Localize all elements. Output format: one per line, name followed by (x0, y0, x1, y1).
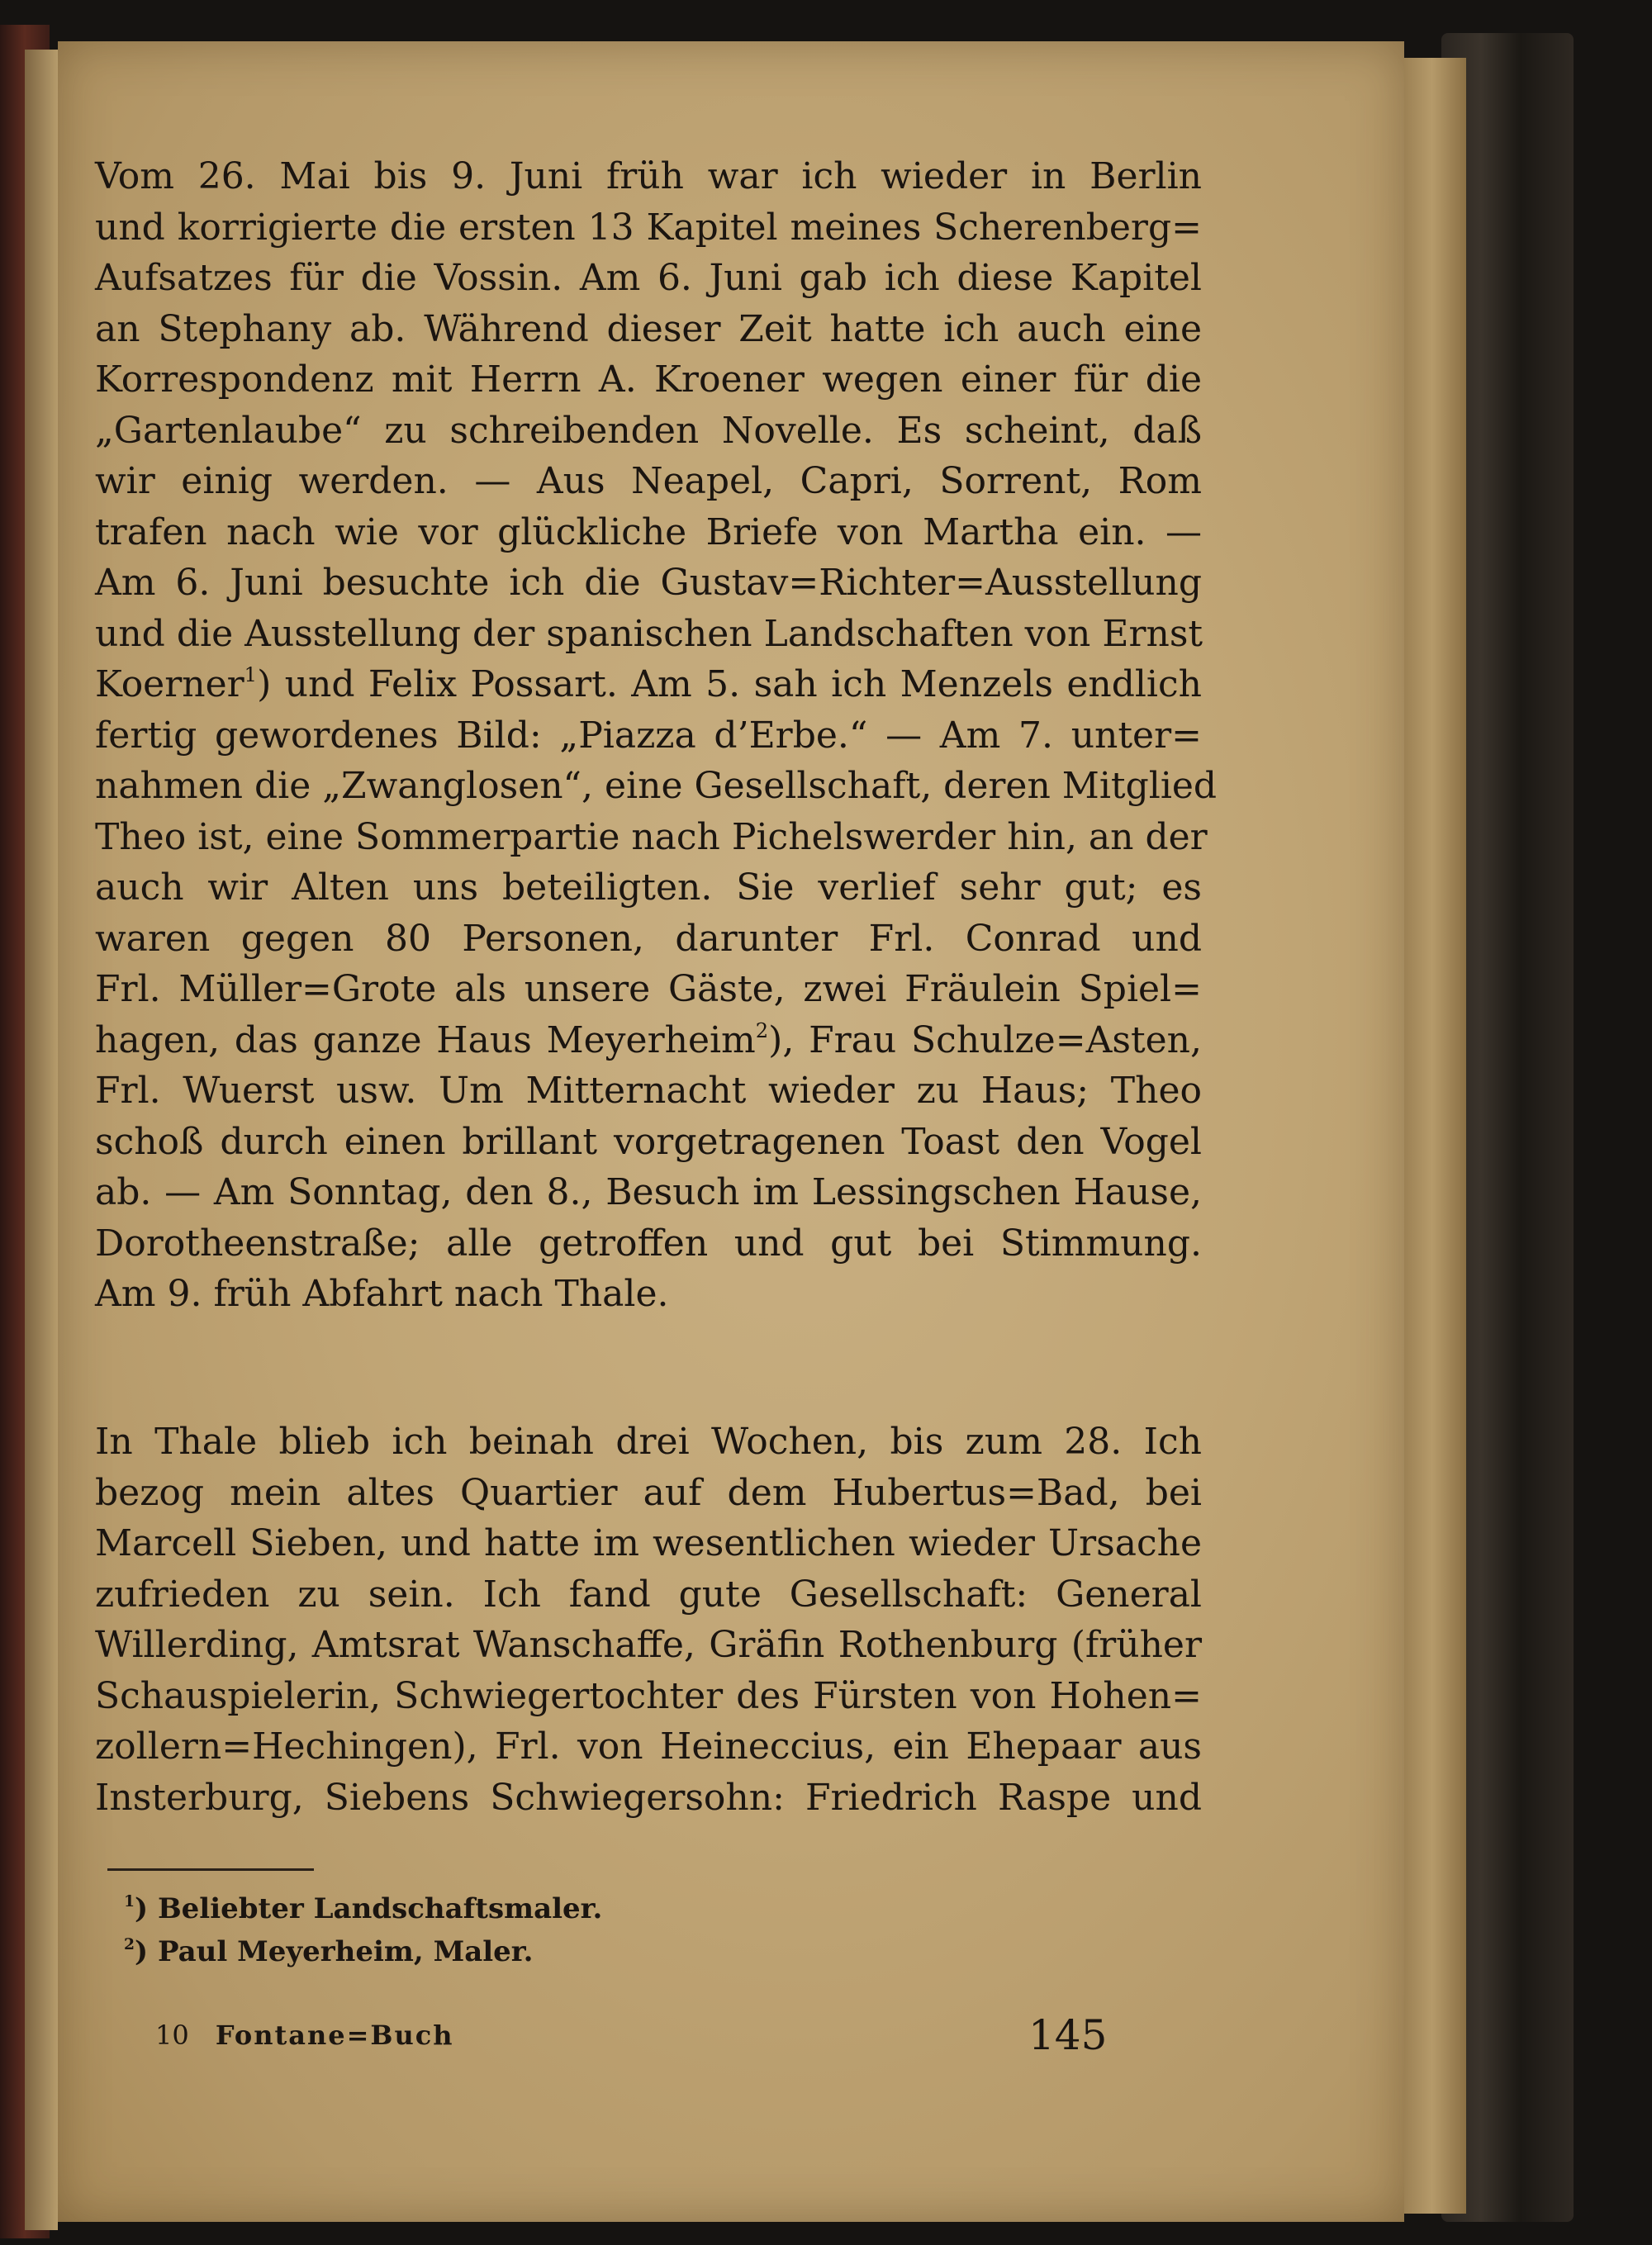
text-line: Marcell Sieben, und hatte im wesentlichen wieder Ursache (95, 1522, 1202, 1564)
footnote (124, 1887, 602, 1930)
text-line: waren gegen 80 Personen, darunter Frl. Conrad und (95, 917, 1202, 960)
text-line: ab. — Am Sonntag, den 8., Besuch im Lessingschen Hause, (95, 1171, 1202, 1213)
paragraph-diary-thale (95, 1417, 1202, 1823)
text-line: Vom 26. Mai bis 9. Juni früh war ich wieder in Berlin (95, 155, 1202, 197)
text-line: Insterburg, Siebens Schwiegersohn: Friedrich Raspe und (95, 1776, 1202, 1819)
text-line: wir einig werden. — Aus Neapel, Capri, Sorrent, Rom (95, 460, 1202, 502)
text-line-with-footnote (95, 1015, 1202, 1066)
text-line: Frl. Wuerst usw. Um Mitternacht wieder zu Haus; Theo (95, 1070, 1202, 1112)
text-line: nahmen die „Zwanglosen“, eine Gesellschaft, deren Mitglied (95, 765, 1218, 807)
printer-signature (155, 2020, 453, 2051)
text-line: schoß durch einen brillant vorgetragenen Toast den Vogel (95, 1120, 1202, 1163)
text-line: Schauspielerin, Schwiegertochter des Fürsten von Hohen= (95, 1674, 1202, 1717)
footnote-text: ) Beliebter Landschaftsmaler. (135, 1892, 603, 1925)
footnote-mark: 2 (124, 1934, 135, 1953)
footnote-separator (107, 1868, 314, 1871)
text-line-with-footnote (95, 659, 1202, 710)
page-stack-edge (1404, 58, 1466, 2214)
paragraph-diary-berlin (95, 151, 1218, 1320)
footnotes (124, 1887, 602, 1973)
signature-number: 10 (155, 2020, 189, 2051)
text-segment: ) und Felix Possart. Am 5. sah ich Menzels endlich (257, 663, 1202, 705)
text-line: trafen nach wie vor glückliche Briefe von Martha ein. — (95, 510, 1202, 553)
signature-title: Fontane=Buch (215, 2020, 454, 2051)
text-line: Am 6. Juni besuchte ich die Gustav=Richter=Ausstellung (95, 562, 1202, 604)
text-line: fertig gewordenes Bild: „Piazza d’Erbe.“ — Am 7. unter= (95, 714, 1202, 757)
text-segment: hagen, das ganze Haus Meyerheim (95, 1018, 756, 1061)
text-segment: ), Frau Schulze=Asten, (768, 1018, 1202, 1061)
text-line: Korrespondenz mit Herrn A. Kroener wegen einer für die (95, 358, 1202, 401)
footnote-mark: 1 (124, 1891, 135, 1910)
text-line: zufrieden zu sein. Ich fand gute Gesellschaft: General (95, 1573, 1202, 1616)
page-number: 145 (1028, 2011, 1108, 2059)
text-line: Willerding, Amtsrat Wanschaffe, Gräfin Rothenburg (früher (95, 1624, 1202, 1666)
text-line: Dorotheenstraße; alle getroffen und gut bei Stimmung. (95, 1222, 1202, 1265)
text-line: Aufsatzes für die Vossin. Am 6. Juni gab ich diese Kapitel (95, 257, 1202, 299)
text-line: bezog mein altes Quartier auf dem Hubertus=Bad, bei (95, 1471, 1202, 1514)
footnote-text: ) Paul Meyerheim, Maler. (135, 1935, 534, 1968)
text-line: Am 9. früh Abfahrt nach Thale. (95, 1273, 669, 1315)
footnote (124, 1930, 602, 1973)
text-segment: Koerner (95, 663, 244, 705)
footnote-ref-2: 2 (755, 1018, 769, 1042)
text-line: auch wir Alten uns beteiligten. Sie verlief sehr gut; es (95, 866, 1202, 909)
text-line: „Gartenlaube“ zu schreibenden Novelle. Es scheint, daß (95, 409, 1202, 452)
text-line: Theo ist, eine Sommerpartie nach Pichelswerder hin, an der (95, 815, 1208, 858)
text-line: In Thale blieb ich beinah drei Wochen, bis zum 28. Ich (95, 1421, 1202, 1463)
footnote-ref-1: 1 (244, 662, 258, 686)
text-line: Frl. Müller=Grote als unsere Gäste, zwei Fräulein Spiel= (95, 968, 1202, 1010)
text-line: und die Ausstellung der spanischen Landschaften von Ernst (95, 612, 1203, 655)
left-page-edge (25, 50, 58, 2230)
text-line: zollern=Hechingen), Frl. von Heineccius, ein Ehepaar aus (95, 1725, 1202, 1768)
book-page (58, 41, 1404, 2222)
text-line: an Stephany ab. Während dieser Zeit hatte ich auch eine (95, 307, 1202, 350)
text-line: und korrigierte die ersten 13 Kapitel meines Scherenberg= (95, 206, 1202, 249)
